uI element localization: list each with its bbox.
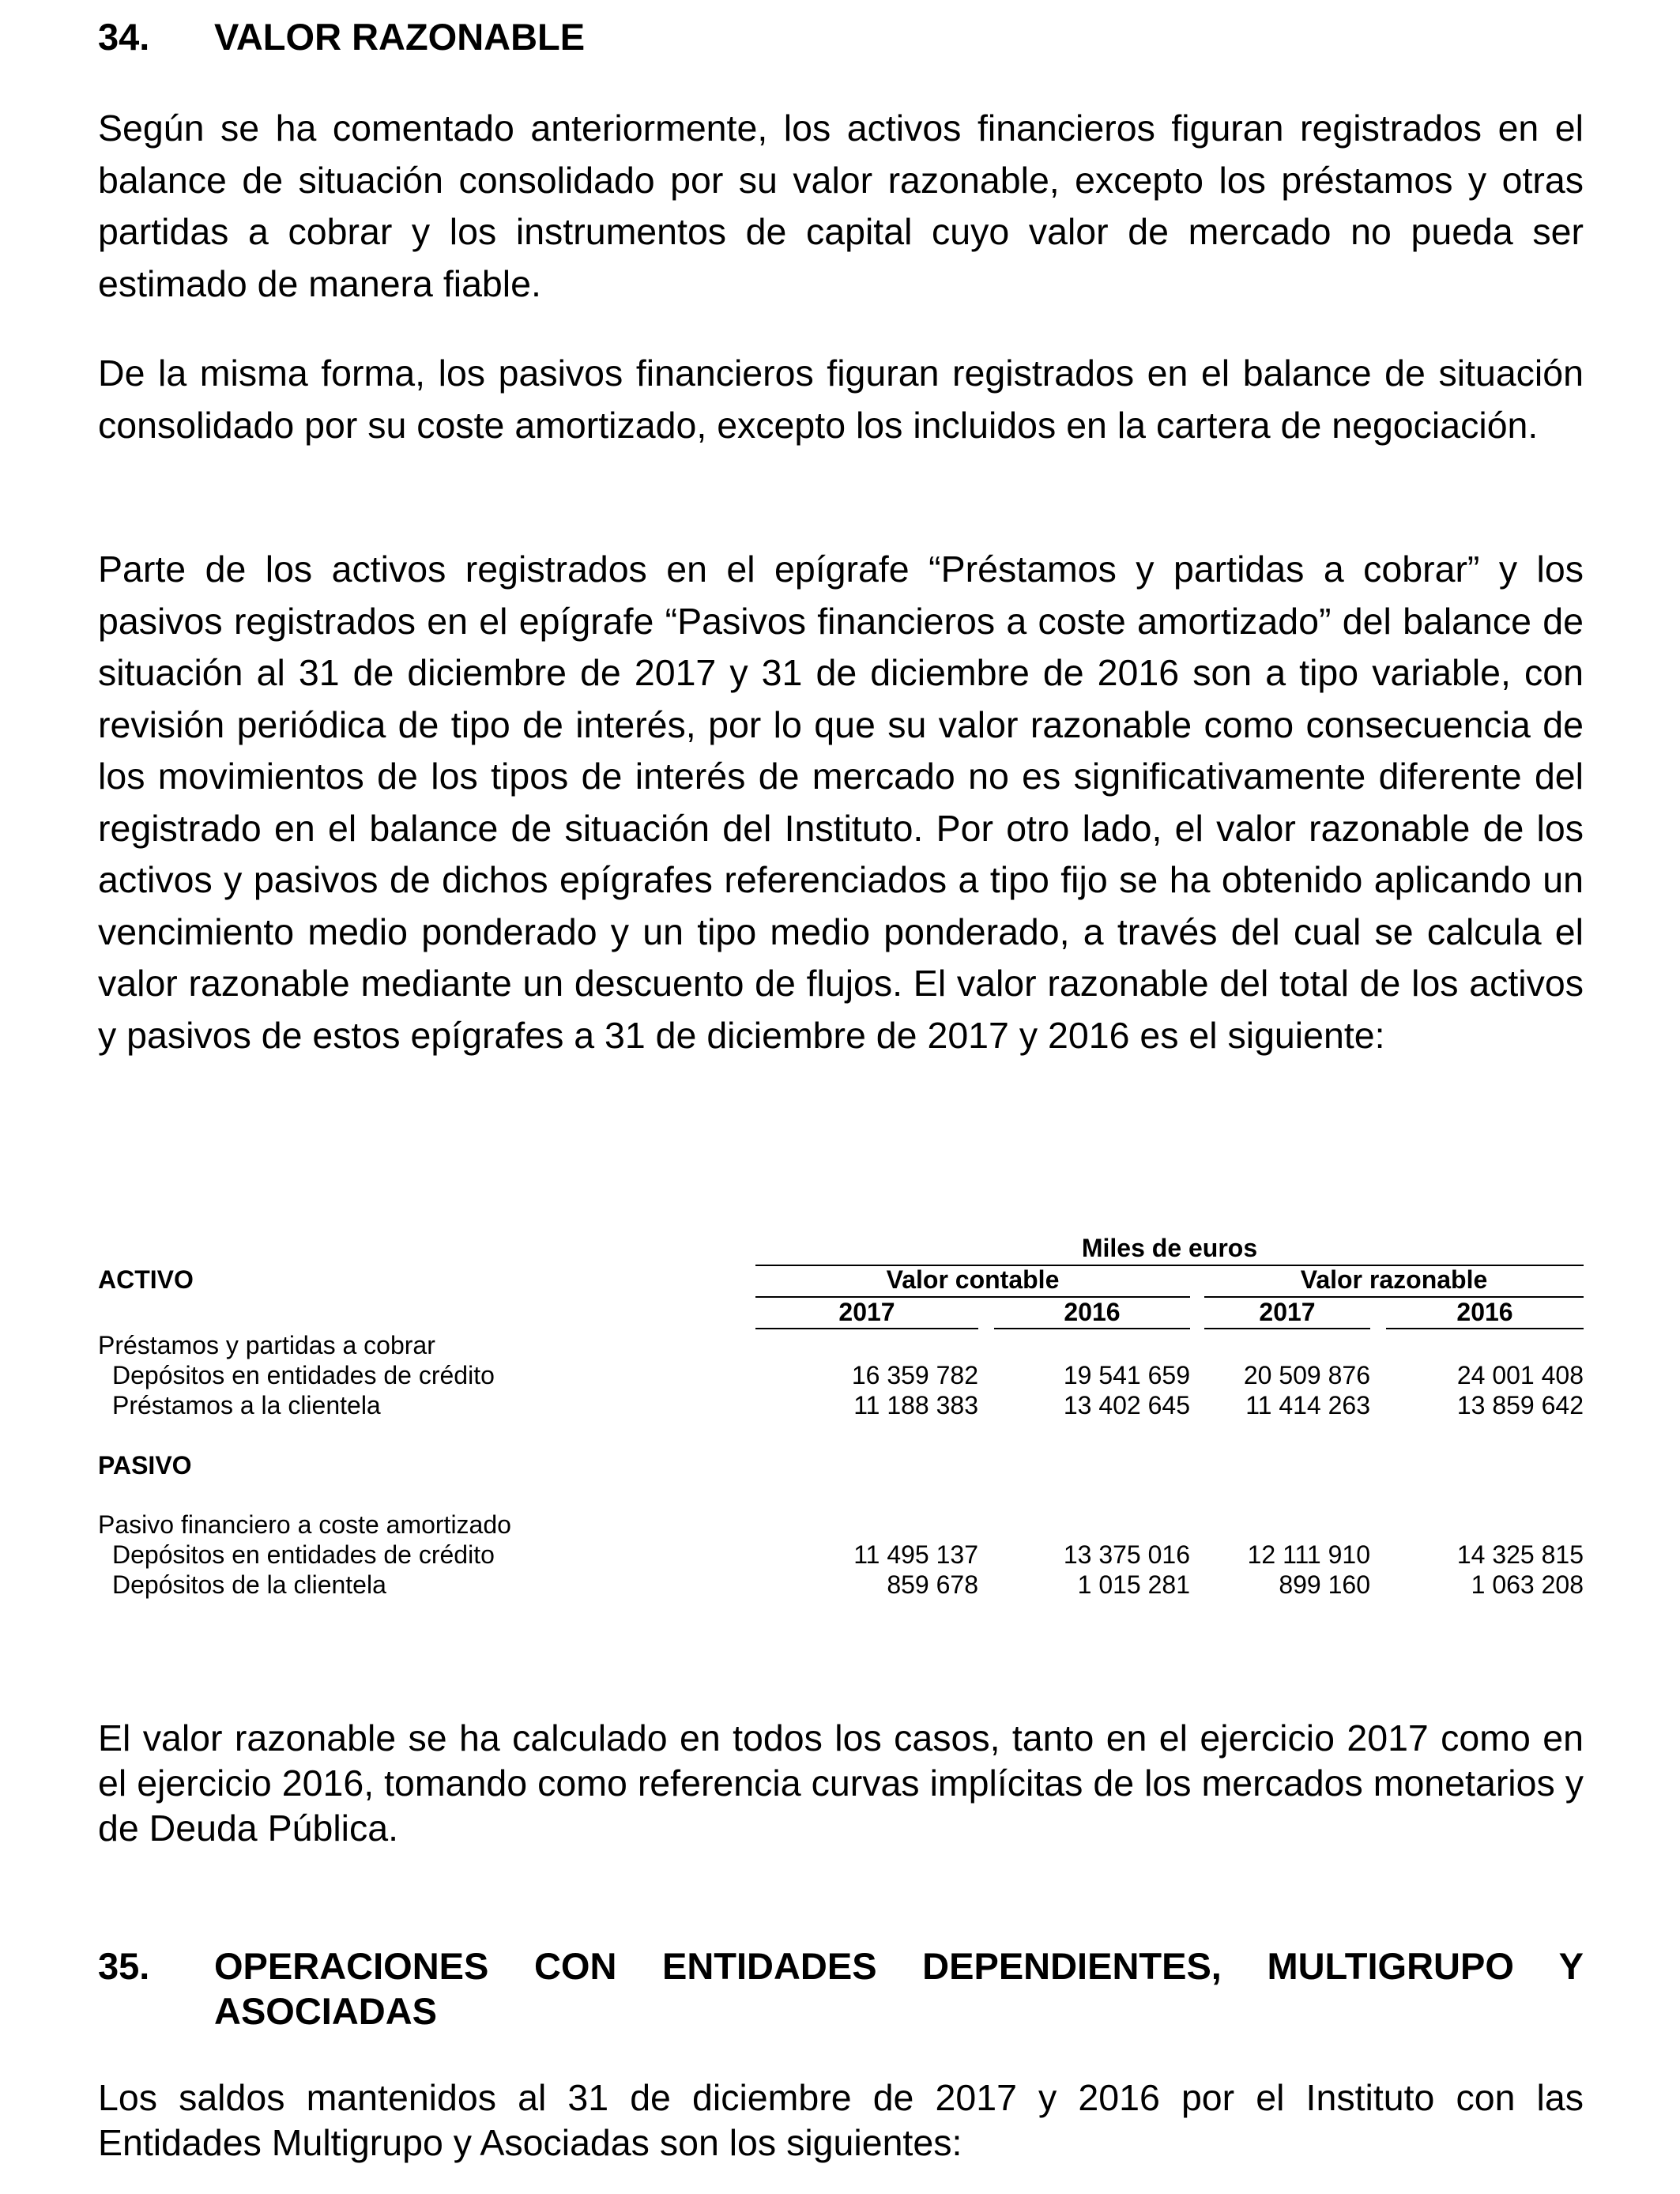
year-rule bbox=[1386, 1328, 1584, 1329]
paragraph: El valor razonable se ha calculado en todos los casos, tanto en el ejercicio 2017 como en el ejercicio 2016, tomando como referencia curvas implícitas de los mercados monetarios y de Deuda Pública. bbox=[98, 1717, 1584, 1849]
table-cell: 899 160 bbox=[1279, 1570, 1370, 1599]
table-row-label: Depósitos de la clientela bbox=[112, 1570, 386, 1599]
section-title: OPERACIONES CON ENTIDADES DEPENDIENTES, MULTIGRUPO Y ASOCIADAS bbox=[214, 1945, 1584, 2032]
table-cell: 24 001 408 bbox=[1456, 1361, 1584, 1389]
section-number: 35. bbox=[98, 1945, 150, 1987]
table-row-label: Préstamos a la clientela bbox=[112, 1391, 381, 1419]
table-cell: 20 509 876 bbox=[1243, 1361, 1370, 1389]
section-35-heading bbox=[98, 1943, 1584, 2034]
paragraph: Parte de los activos registrados en el epígrafe “Préstamos y partidas a cobrar” y los pasivos registrados en el epígrafe “Pasivos financieros a coste amortizado” del balance de situación al 31 de diciembre de 2017 y 31 de diciembre de 2016 son a tipo variable, con revisión periódica de tipo de interés, por lo que su valor razonable como consecuencia de los movimientos de los tipos de interés de mercado no es significativamente diferente del registrado en el balance de situación del Instituto. Por otro lado, el valor razonable de los activos y pasivos de dichos epígrafes referenciados a tipo fijo se ha obtenido aplicando un vencimiento medio ponderado y un tipo medio ponderado, a través del cual se calcula el valor razonable mediante un descuento de flujos. El valor razonable del total de los activos y pasivos de estos epígrafes a 31 de diciembre de 2017 y 2016 es el siguiente: bbox=[98, 548, 1584, 1056]
table-cell: 1 063 208 bbox=[1471, 1570, 1584, 1599]
activo-subheading: Préstamos y partidas a cobrar bbox=[98, 1331, 435, 1359]
section-title: VALOR RAZONABLE bbox=[214, 16, 586, 58]
year-rule bbox=[994, 1328, 1190, 1329]
year-header: 2016 bbox=[1456, 1298, 1513, 1326]
year-header: 2017 bbox=[1259, 1298, 1316, 1326]
paragraph: De la misma forma, los pasivos financieros figuran registrados en el balance de situación consolidado por su coste amortizado, excepto los incluidos en la cartera de negociación. bbox=[98, 352, 1584, 446]
section-number: 34. bbox=[98, 16, 150, 58]
year-header: 2016 bbox=[1064, 1298, 1121, 1326]
table-cell: 13 859 642 bbox=[1456, 1391, 1584, 1419]
group-header-valor-razonable: Valor razonable bbox=[1300, 1265, 1488, 1294]
table-cell: 1 015 281 bbox=[1077, 1570, 1190, 1599]
units-header: Miles de euros bbox=[1081, 1234, 1258, 1262]
year-rule bbox=[755, 1328, 978, 1329]
group-header-valor-contable: Valor contable bbox=[886, 1265, 1060, 1294]
table-cell: 13 402 645 bbox=[1063, 1391, 1190, 1419]
table-cell: 16 359 782 bbox=[851, 1361, 978, 1389]
year-header: 2017 bbox=[838, 1298, 895, 1326]
table-cell: 11 188 383 bbox=[853, 1391, 978, 1419]
table-cell: 14 325 815 bbox=[1456, 1540, 1584, 1569]
pasivo-subheading: Pasivo financiero a coste amortizado bbox=[98, 1510, 511, 1539]
section-34-heading bbox=[98, 14, 1584, 59]
table-cell: 12 111 910 bbox=[1247, 1540, 1370, 1569]
activo-label: ACTIVO bbox=[98, 1265, 194, 1294]
table-cell: 859 678 bbox=[887, 1570, 978, 1599]
table-cell: 19 541 659 bbox=[1063, 1361, 1190, 1389]
table-cell: 13 375 016 bbox=[1063, 1540, 1190, 1569]
table-row-label: Depósitos en entidades de crédito bbox=[112, 1361, 495, 1389]
paragraph: Los saldos mantenidos al 31 de diciembre de 2017 y 2016 por el Instituto con las Entidades Multigrupo y Asociadas son los siguientes: bbox=[98, 2077, 1584, 2163]
year-rule bbox=[1204, 1328, 1370, 1329]
paragraph: Según se ha comentado anteriormente, los activos financieros figuran registrados en el balance de situación consolidado por su valor razonable, excepto los préstamos y otras partidas a cobrar y los instrumentos de capital cuyo valor de mercado no pueda ser estimado de manera fiable. bbox=[98, 107, 1584, 304]
table-cell: 11 495 137 bbox=[853, 1540, 978, 1569]
table-row-label: Depósitos en entidades de crédito bbox=[112, 1540, 495, 1569]
pasivo-label: PASIVO bbox=[98, 1451, 192, 1480]
table-cell: 11 414 263 bbox=[1245, 1391, 1370, 1419]
